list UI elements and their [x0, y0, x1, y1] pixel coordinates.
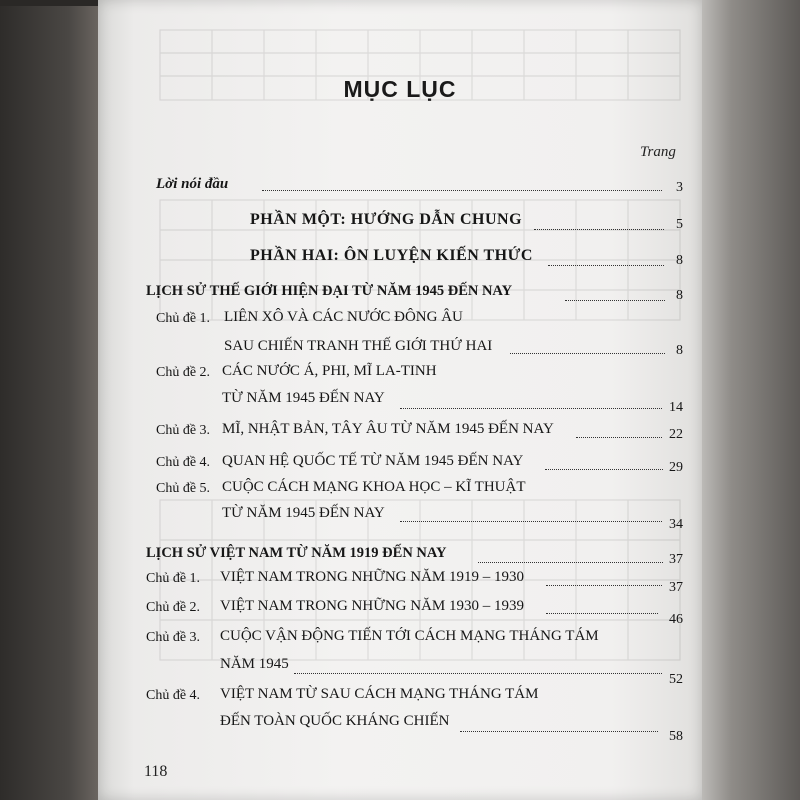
toc-entry-topic-2-line-2[interactable]: TỪ NĂM 1945 ĐẾN NAY	[222, 390, 385, 406]
toc-page-number: 37	[669, 580, 683, 595]
leader-dots	[510, 353, 665, 354]
leader-dots	[262, 190, 662, 191]
topic-label: Chủ đề 2.	[146, 600, 201, 615]
toc-page-number: 5	[676, 217, 683, 232]
topic-label: Chủ đề 4.	[156, 455, 211, 470]
leader-dots	[294, 673, 662, 674]
toc-page-number: 52	[669, 672, 683, 687]
book-spine-shadow	[0, 0, 98, 800]
toc-page-number: 8	[676, 288, 683, 303]
toc-entry-vietnam-history[interactable]: LỊCH SỬ VIỆT NAM TỪ NĂM 1919 ĐẾN NAY	[146, 545, 447, 561]
toc-entry-vn-topic-4-line-2[interactable]: ĐẾN TOÀN QUỐC KHÁNG CHIẾN	[220, 713, 450, 729]
toc-entry-world-history[interactable]: LỊCH SỬ THẾ GIỚI HIỆN ĐẠI TỪ NĂM 1945 ĐẾN NAY	[146, 283, 513, 299]
toc-page-number: 3	[676, 180, 683, 195]
topic-label: Chủ đề 1.	[146, 571, 201, 586]
leader-dots	[400, 408, 662, 409]
toc-page-number: 22	[669, 427, 683, 442]
toc-title: MỤC LỤC	[343, 76, 457, 102]
toc-entry-topic-2-line-1[interactable]: CÁC NƯỚC Á, PHI, MĨ LA-TINH	[222, 363, 437, 379]
toc-entry-topic-4[interactable]: QUAN HỆ QUỐC TẾ TỪ NĂM 1945 ĐẾN NAY	[222, 453, 524, 469]
toc-entry-vn-topic-1[interactable]: VIỆT NAM TRONG NHỮNG NĂM 1919 – 1930	[220, 569, 524, 585]
toc-entry-vn-topic-3-line-1[interactable]: CUỘC VẬN ĐỘNG TIẾN TỚI CÁCH MẠNG THÁNG TÁM	[220, 628, 599, 644]
toc-page-number: 8	[676, 253, 683, 268]
toc-page-number: 8	[676, 343, 683, 358]
toc-entry-vn-topic-4-line-1[interactable]: VIỆT NAM TỪ SAU CÁCH MẠNG THÁNG TÁM	[220, 686, 539, 702]
toc-entry-part-one[interactable]: PHẦN MỘT: HƯỚNG DẪN CHUNG	[250, 211, 523, 228]
topic-label: Chủ đề 1.	[156, 311, 211, 326]
toc-entry-foreword[interactable]: Lời nói đầu	[156, 176, 229, 192]
leader-dots	[546, 613, 658, 614]
toc-entry-part-two[interactable]: PHẦN HAI: ÔN LUYỆN KIẾN THỨC	[250, 247, 533, 264]
toc-entry-topic-1-line-2[interactable]: SAU CHIẾN TRANH THẾ GIỚI THỨ HAI	[224, 338, 493, 354]
toc-page-number: 58	[669, 729, 683, 744]
topic-label: Chủ đề 3.	[156, 423, 211, 438]
toc-entry-topic-3[interactable]: MĨ, NHẬT BẢN, TÂY ÂU TỪ NĂM 1945 ĐẾN NAY	[222, 421, 554, 437]
page-column-label: Trang	[640, 144, 676, 160]
page-edge-shadow	[702, 0, 800, 800]
toc-page-number: 37	[669, 552, 683, 567]
toc-page-number: 14	[669, 400, 683, 415]
topic-label: Chủ đề 3.	[146, 630, 201, 645]
page-number: 118	[144, 763, 168, 780]
topic-label: Chủ đề 2.	[156, 365, 211, 380]
leader-dots	[400, 521, 662, 522]
toc-entry-vn-topic-3-line-2[interactable]: NĂM 1945	[220, 656, 289, 672]
toc-entry-topic-1-line-1[interactable]: LIÊN XÔ VÀ CÁC NƯỚC ĐÔNG ÂU	[224, 309, 463, 325]
toc-entry-topic-5-line-2[interactable]: TỪ NĂM 1945 ĐẾN NAY	[222, 505, 385, 521]
toc-entry-topic-5-line-1[interactable]: CUỘC CÁCH MẠNG KHOA HỌC – KĨ THUẬT	[222, 479, 526, 495]
toc-page-number: 46	[669, 612, 683, 627]
leader-dots	[460, 731, 658, 732]
leader-dots	[478, 562, 663, 563]
toc-page-number: 29	[669, 460, 683, 475]
toc-page-number: 34	[669, 517, 683, 532]
topic-label: Chủ đề 5.	[156, 481, 211, 496]
topic-label: Chủ đề 4.	[146, 688, 201, 703]
toc-entry-vn-topic-2[interactable]: VIỆT NAM TRONG NHỮNG NĂM 1930 – 1939	[220, 598, 524, 614]
